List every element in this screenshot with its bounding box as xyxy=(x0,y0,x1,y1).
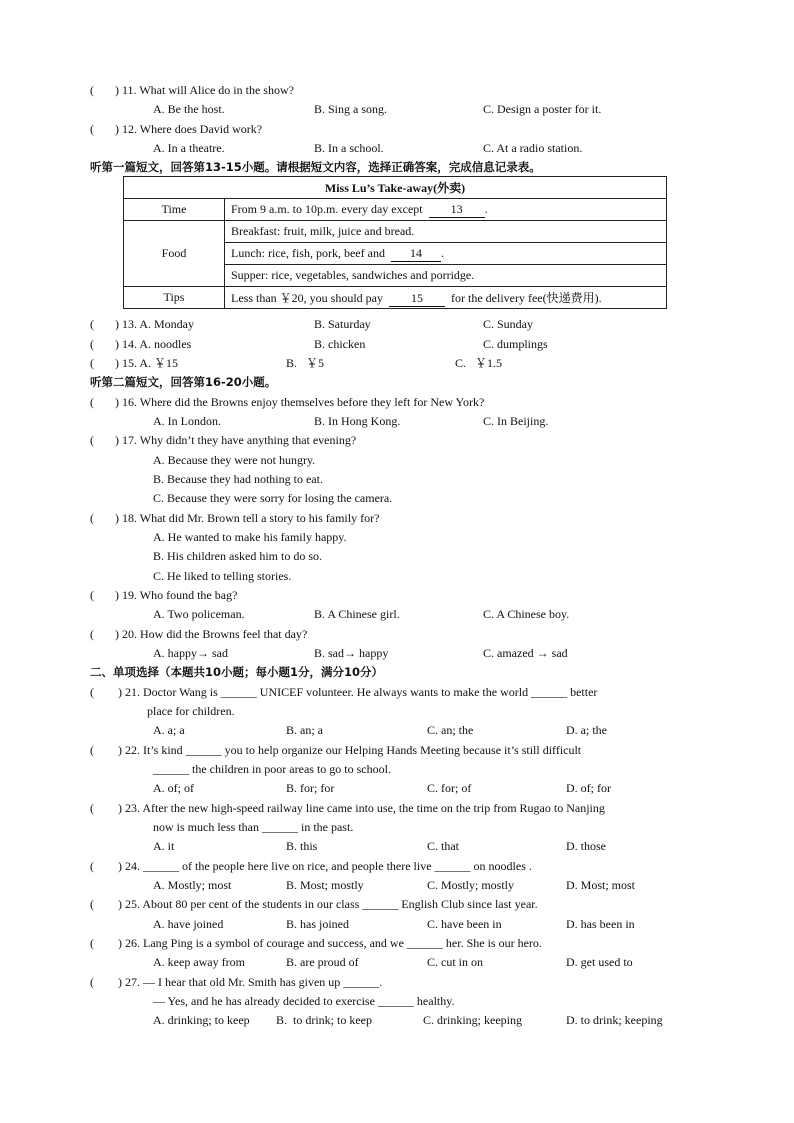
option-21-c: C. an; the xyxy=(427,723,474,737)
option-11-b: B. Sing a song. xyxy=(314,102,388,116)
option-24-d: D. Most; most xyxy=(566,878,636,892)
tips-after-text: for the delivery fee(快递费用). xyxy=(451,290,602,305)
option-25-c: C. have been in xyxy=(427,917,502,931)
question-23-line-2: now is much less than ______ in the past. xyxy=(153,820,354,834)
option-12-b: B. In a school. xyxy=(314,141,384,155)
lunch-cell: Lunch: rice, fish, pork, beef and 14 . xyxy=(225,243,667,265)
question-22: ( ) 22. It’s kind ______ you to help organize our Helping Hands Meeting because it’s still difficult xyxy=(90,743,582,757)
tips-label: Tips xyxy=(124,287,225,309)
option-22-a: A. of; of xyxy=(153,781,194,795)
question-13: ( ) 13. A. Monday xyxy=(90,317,194,331)
option-13-c: C. Sunday xyxy=(483,317,534,331)
option-21-d: D. a; the xyxy=(566,723,607,737)
lunch-text: Lunch: rice, fish, pork, beef and xyxy=(231,245,385,260)
option-20-a: A. happy→ sad xyxy=(153,646,228,660)
option-12-c: C. At a radio station. xyxy=(483,141,583,155)
option-18-a: A. He wanted to make his family happy. xyxy=(153,530,347,544)
question-23: ( ) 23. After the new high-speed railway line came into use, the time on the trip from Rugao to Nanjing xyxy=(90,801,605,815)
time-label: Time xyxy=(124,199,225,221)
option-25-b: B. has joined xyxy=(286,917,349,931)
option-22-c: C. for; of xyxy=(427,781,472,795)
time-text: From 9 a.m. to 10p.m. every day except xyxy=(231,201,423,216)
option-14-b: B. chicken xyxy=(314,337,366,351)
option-27-d: D. to drink; keeping xyxy=(566,1013,663,1027)
breakfast-text: Breakfast: fruit, milk, juice and bread. xyxy=(225,221,667,243)
option-18-c: C. He liked to telling stories. xyxy=(153,569,292,583)
option-16-c: C. In Beijing. xyxy=(483,414,549,428)
question-19: ( ) 19. Who found the bag? xyxy=(90,588,238,602)
option-24-c: C. Mostly; mostly xyxy=(427,878,515,892)
option-15-b: B. ￥5 xyxy=(286,356,325,370)
option-24-b: B. Most; mostly xyxy=(286,878,364,892)
option-25-a: A. have joined xyxy=(153,917,224,931)
part-2-heading: 二、单项选择（本题共10小题；每小题1分，满分10分） xyxy=(90,665,384,679)
blank-15: 15 xyxy=(389,291,445,307)
question-16: ( ) 16. Where did the Browns enjoy themselves before they left for New York? xyxy=(90,395,485,409)
option-11-a: A. Be the host. xyxy=(153,102,225,116)
table-title: Miss Lu’s Take-away(外卖) xyxy=(124,177,667,199)
question-11: ( ) 11. What will Alice do in the show? xyxy=(90,83,294,97)
option-17-b: B. Because they had nothing to eat. xyxy=(153,472,323,486)
option-23-c: C. that xyxy=(427,839,459,853)
question-18: ( ) 18. What did Mr. Brown tell a story to his family for? xyxy=(90,511,380,525)
option-17-c: C. Because they were sorry for losing the camera. xyxy=(153,491,393,505)
question-17: ( ) 17. Why didn’t they have anything that evening? xyxy=(90,433,357,447)
option-19-a: A. Two policeman. xyxy=(153,607,245,621)
option-27-b: B. to drink; to keep xyxy=(276,1013,372,1027)
option-23-d: D. those xyxy=(566,839,606,853)
option-25-d: D. has been in xyxy=(566,917,635,931)
question-26: ( ) 26. Lang Ping is a symbol of courage and success, and we ______ her. She is our hero. xyxy=(90,936,542,950)
option-20-c: C. amazed → sad xyxy=(483,646,568,660)
time-cell: From 9 a.m. to 10p.m. every day except 13 . xyxy=(225,199,667,221)
question-27-line-2: — Yes, and he has already decided to exercise ______ healthy. xyxy=(153,994,455,1008)
option-21-a: A. a; a xyxy=(153,723,185,737)
option-11-c: C. Design a poster for it. xyxy=(483,102,602,116)
supper-text: Supper: rice, vegetables, sandwiches and porridge. xyxy=(225,265,667,287)
question-25: ( ) 25. About 80 per cent of the students in our class ______ English Club since last year. xyxy=(90,897,538,911)
question-27: ( ) 27. — I hear that old Mr. Smith has given up ______. xyxy=(90,975,383,989)
option-15-c: C. ￥1.5 xyxy=(455,356,503,370)
option-26-d: D. get used to xyxy=(566,955,633,969)
question-24: ( ) 24. ______ of the people here live on rice, and people there live ______ on noodles . xyxy=(90,859,532,873)
takeaway-info-table xyxy=(123,176,667,309)
question-14: ( ) 14. A. noodles xyxy=(90,337,192,351)
option-27-c: C. drinking; keeping xyxy=(423,1013,522,1027)
option-13-b: B. Saturday xyxy=(314,317,371,331)
option-18-b: B. His children asked him to do so. xyxy=(153,549,322,563)
option-16-b: B. In Hong Kong. xyxy=(314,414,401,428)
blank-14: 14 xyxy=(391,246,441,262)
option-20-b: B. sad→ happy xyxy=(314,646,389,660)
blank-13: 13 xyxy=(429,202,485,218)
option-26-c: C. cut in on xyxy=(427,955,483,969)
tips-text: Less than ￥20, you should pay xyxy=(231,290,383,305)
food-label: Food xyxy=(124,221,225,287)
tips-cell xyxy=(225,287,667,309)
option-21-b: B. an; a xyxy=(286,723,323,737)
question-20: ( ) 20. How did the Browns feel that day? xyxy=(90,627,308,641)
option-16-a: A. In London. xyxy=(153,414,221,428)
option-14-c: C. dumplings xyxy=(483,337,548,351)
option-24-a: A. Mostly; most xyxy=(153,878,232,892)
option-17-a: A. Because they were not hungry. xyxy=(153,453,316,467)
option-19-c: C. A Chinese boy. xyxy=(483,607,570,621)
option-23-b: B. this xyxy=(286,839,318,853)
section-1-heading: 听第一篇短文，回答第13-15小题。请根据短文内容，选择正确答案，完成信息记录表。 xyxy=(90,160,541,174)
option-12-a: A. In a theatre. xyxy=(153,141,225,155)
question-12: ( ) 12. Where does David work? xyxy=(90,122,263,136)
option-26-b: B. are proud of xyxy=(286,955,359,969)
question-15: ( ) 15. A. ￥15 xyxy=(90,356,178,370)
question-22-line-2: ______ the children in poor areas to go to school. xyxy=(153,762,391,776)
option-22-b: B. for; for xyxy=(286,781,335,795)
question-21-line-2: place for children. xyxy=(147,704,235,718)
option-23-a: A. it xyxy=(153,839,175,853)
option-22-d: D. of; for xyxy=(566,781,611,795)
option-26-a: A. keep away from xyxy=(153,955,245,969)
option-19-b: B. A Chinese girl. xyxy=(314,607,400,621)
question-21: ( ) 21. Doctor Wang is ______ UNICEF volunteer. He always wants to make the world ______ better xyxy=(90,685,598,699)
option-27-a: A. drinking; to keep xyxy=(153,1013,250,1027)
section-2-heading: 听第二篇短文，回答第16-20小题。 xyxy=(90,375,277,389)
